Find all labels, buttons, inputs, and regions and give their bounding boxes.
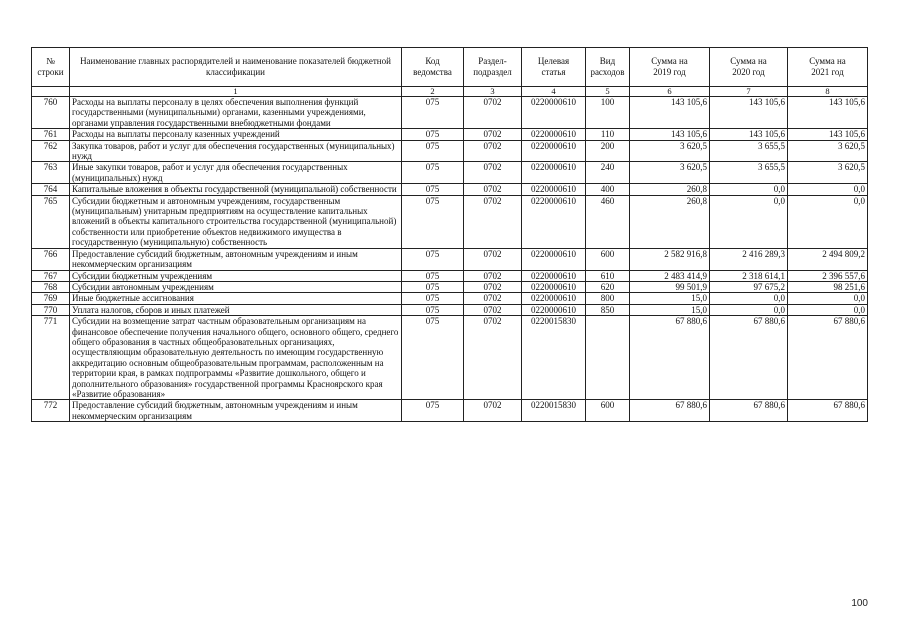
section-code: 0702 (464, 129, 522, 140)
row-name: Субсидии бюджетным учреждениям (70, 270, 402, 281)
dept-code: 075 (402, 248, 464, 270)
dept-code: 075 (402, 195, 464, 248)
dept-code: 075 (402, 97, 464, 129)
sum-2020: 67 880,6 (710, 400, 788, 422)
row-number: 767 (32, 270, 70, 281)
header-row (32, 48, 868, 87)
column-number: 3 (464, 87, 522, 97)
expense-type-code: 240 (586, 162, 630, 184)
row-number: 760 (32, 97, 70, 129)
sum-2019: 99 501,9 (630, 281, 710, 292)
sum-2020: 3 655,5 (710, 162, 788, 184)
sum-2021: 98 251,6 (788, 281, 868, 292)
dept-code: 075 (402, 281, 464, 292)
header-dept-code: Код ведомства (402, 48, 464, 87)
row-name: Субсидии бюджетным и автономным учреждениям, государственным (муниципальным) унитарным предприятиям на осуществление капитальных вложений в объекты капитального строительства государственной (муниципальной) собственности или приобретение объектов недвижимого имущества в государственную (муниципальную) собственность (70, 195, 402, 248)
dept-code: 075 (402, 304, 464, 315)
section-code: 0702 (464, 270, 522, 281)
table-row (32, 293, 868, 304)
sum-2020: 3 655,5 (710, 140, 788, 162)
expense-type-code: 110 (586, 129, 630, 140)
expense-type-code: 460 (586, 195, 630, 248)
sum-2019: 3 620,5 (630, 162, 710, 184)
dept-code: 075 (402, 162, 464, 184)
row-number: 766 (32, 248, 70, 270)
target-code: 0220000610 (522, 97, 586, 129)
table-row (32, 97, 868, 129)
table-row (32, 129, 868, 140)
section-code: 0702 (464, 316, 522, 400)
row-number: 772 (32, 400, 70, 422)
sum-2020: 0,0 (710, 184, 788, 195)
column-number: 6 (630, 87, 710, 97)
section-code: 0702 (464, 184, 522, 195)
sum-2021: 2 494 809,2 (788, 248, 868, 270)
table-row (32, 304, 868, 315)
sum-2020: 0,0 (710, 195, 788, 248)
header-name: Наименование главных распорядителей и наименование показателей бюджетной классификации (70, 48, 402, 87)
sum-2020: 97 675,2 (710, 281, 788, 292)
target-code: 0220000610 (522, 304, 586, 315)
row-name: Иные бюджетные ассигнования (70, 293, 402, 304)
column-numbers-row (32, 87, 868, 97)
row-number: 764 (32, 184, 70, 195)
section-code: 0702 (464, 281, 522, 292)
dept-code: 075 (402, 129, 464, 140)
sum-2020: 143 105,6 (710, 97, 788, 129)
row-name: Закупка товаров, работ и услуг для обеспечения государственных (муниципальных) нужд (70, 140, 402, 162)
row-name: Расходы на выплаты персоналу в целях обеспечения выполнения функций государственными (муниципальными) органами, казенными учреждениями, органами управления государственными внебюджетными фондами (70, 97, 402, 129)
sum-2021: 143 105,6 (788, 97, 868, 129)
table-row (32, 400, 868, 422)
sum-2019: 260,8 (630, 184, 710, 195)
section-code: 0702 (464, 162, 522, 184)
sum-2020: 0,0 (710, 293, 788, 304)
section-code: 0702 (464, 248, 522, 270)
row-number: 762 (32, 140, 70, 162)
table-body (32, 87, 868, 422)
column-number: 5 (586, 87, 630, 97)
row-name: Предоставление субсидий бюджетным, автономным учреждениям и иным некоммерческим организациям (70, 400, 402, 422)
column-number: 7 (710, 87, 788, 97)
sum-2020: 0,0 (710, 304, 788, 315)
table-row (32, 184, 868, 195)
dept-code: 075 (402, 184, 464, 195)
row-number: 769 (32, 293, 70, 304)
row-number: 768 (32, 281, 70, 292)
row-name: Субсидии автономным учреждениям (70, 281, 402, 292)
dept-code: 075 (402, 400, 464, 422)
row-number: 765 (32, 195, 70, 248)
table-row (32, 162, 868, 184)
target-code: 0220000610 (522, 129, 586, 140)
table-row (32, 195, 868, 248)
sum-2019: 2 483 414,9 (630, 270, 710, 281)
row-name: Иные закупки товаров, работ и услуг для обеспечения государственных (муниципальных) нужд (70, 162, 402, 184)
sum-2021: 3 620,5 (788, 140, 868, 162)
target-code: 0220000610 (522, 140, 586, 162)
target-code: 0220000610 (522, 293, 586, 304)
target-code: 0220000610 (522, 184, 586, 195)
sum-2021: 2 396 557,6 (788, 270, 868, 281)
table-row (32, 140, 868, 162)
section-code: 0702 (464, 293, 522, 304)
table-row (32, 248, 868, 270)
sum-2019: 67 880,6 (630, 400, 710, 422)
header-expense-type: Вид расходов (586, 48, 630, 87)
sum-2019: 15,0 (630, 304, 710, 315)
column-number: 8 (788, 87, 868, 97)
row-name: Капитальные вложения в объекты государственной (муниципальной) собственности (70, 184, 402, 195)
row-name: Уплата налогов, сборов и иных платежей (70, 304, 402, 315)
target-code: 0220000610 (522, 281, 586, 292)
column-number: 2 (402, 87, 464, 97)
sum-2019: 2 582 916,8 (630, 248, 710, 270)
sum-2021: 0,0 (788, 184, 868, 195)
expense-type-code: 200 (586, 140, 630, 162)
target-code: 0220000610 (522, 270, 586, 281)
expense-type-code: 600 (586, 400, 630, 422)
row-number: 770 (32, 304, 70, 315)
sum-2020: 2 318 614,1 (710, 270, 788, 281)
expense-type-code (586, 316, 630, 400)
sum-2019: 3 620,5 (630, 140, 710, 162)
sum-2021: 0,0 (788, 195, 868, 248)
row-name: Субсидии на возмещение затрат частным образовательным организациям на финансовое обеспечение получения начального общего, основного общего, среднего общего образования в частных общеобразовательных организациях, осуществляющим образовательную деятельность по имеющим государственную аккредитацию основным общеобразовательным программам, расположенным на территории края, в рамках подпрограммы «Развитие дошкольного, общего и дополнительного образования» государственной программы Красноярского края «Развитие образования» (70, 316, 402, 400)
target-code: 0220015830 (522, 316, 586, 400)
section-code: 0702 (464, 195, 522, 248)
sum-2021: 67 880,6 (788, 400, 868, 422)
table-row (32, 281, 868, 292)
sum-2019: 15,0 (630, 293, 710, 304)
dept-code: 075 (402, 316, 464, 400)
table-row (32, 270, 868, 281)
row-number: 761 (32, 129, 70, 140)
row-number: 763 (32, 162, 70, 184)
table-row (32, 316, 868, 400)
expense-type-code: 610 (586, 270, 630, 281)
dept-code: 075 (402, 140, 464, 162)
sum-2021: 0,0 (788, 293, 868, 304)
header-target: Целевая статья (522, 48, 586, 87)
sum-2019: 143 105,6 (630, 129, 710, 140)
target-code: 0220000610 (522, 162, 586, 184)
header-sum-2021: Сумма на 2021 год (788, 48, 868, 87)
dept-code: 075 (402, 270, 464, 281)
sum-2019: 260,8 (630, 195, 710, 248)
sum-2021: 0,0 (788, 304, 868, 315)
expense-type-code: 850 (586, 304, 630, 315)
target-code: 0220015830 (522, 400, 586, 422)
header-sum-2019: Сумма на 2019 год (630, 48, 710, 87)
row-name: Предоставление субсидий бюджетным, автономным учреждениям и иным некоммерческим организациям (70, 248, 402, 270)
section-code: 0702 (464, 97, 522, 129)
target-code: 0220000610 (522, 195, 586, 248)
row-name: Расходы на выплаты персоналу казенных учреждений (70, 129, 402, 140)
sum-2020: 2 416 289,3 (710, 248, 788, 270)
sum-2021: 67 880,6 (788, 316, 868, 400)
section-code: 0702 (464, 140, 522, 162)
sum-2020: 67 880,6 (710, 316, 788, 400)
page-number: 100 (851, 598, 868, 609)
sum-2021: 3 620,5 (788, 162, 868, 184)
section-code: 0702 (464, 400, 522, 422)
budget-table (31, 47, 868, 422)
section-code: 0702 (464, 304, 522, 315)
expense-type-code: 600 (586, 248, 630, 270)
sum-2021: 143 105,6 (788, 129, 868, 140)
sum-2019: 143 105,6 (630, 97, 710, 129)
sum-2020: 143 105,6 (710, 129, 788, 140)
header-sum-2020: Сумма на 2020 год (710, 48, 788, 87)
column-number: 4 (522, 87, 586, 97)
sum-2019: 67 880,6 (630, 316, 710, 400)
expense-type-code: 400 (586, 184, 630, 195)
header-row-no: № строки (32, 48, 70, 87)
expense-type-code: 100 (586, 97, 630, 129)
row-number: 771 (32, 316, 70, 400)
header-section: Раздел- подраздел (464, 48, 522, 87)
expense-type-code: 800 (586, 293, 630, 304)
target-code: 0220000610 (522, 248, 586, 270)
dept-code: 075 (402, 293, 464, 304)
column-number (32, 87, 70, 97)
expense-type-code: 620 (586, 281, 630, 292)
column-number: 1 (70, 87, 402, 97)
